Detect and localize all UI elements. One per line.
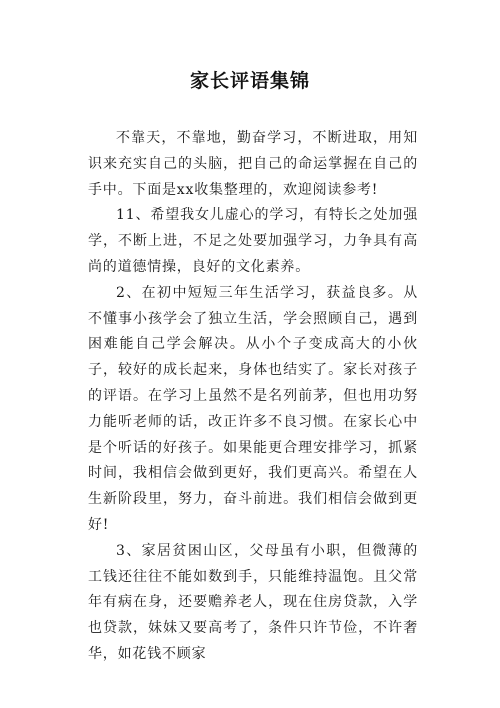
- paragraph-item-3: 3、家居贫困山区，父母虽有小职，但微薄的工钱还往往不能如数到手，只能维持温饱。且父常年有病在身，还要赡养老人，现在住房贷款，入学也贷款，妹妹又要高考了，条件只许节俭，不许奢华，如花钱不顾家: [88, 542, 418, 662]
- paragraph-item-2: 2、在初中短短三年生活学习，获益良多。从不懂事小孩学会了独立生活，学会照顾自己，遇到困难能自己学会解决。从小个子变成高大的小伙子，较好的成长起来，身体也结实了。家长对孩子的评语。在学习上虽然不是名列前茅，但也用功努力能听老师的话，改正许多不良习惯。在家长心中是个听话的好孩子。如果能更合理安排学习，抓紧时间，我相信会做到更好，我们更高兴。希望在人生新阶段里，努力，奋斗前进。我们相信会做到更好!: [88, 284, 418, 533]
- document-body: [88, 126, 418, 668]
- document-title: 家长评语集锦: [189, 70, 310, 92]
- paragraph-item-11: 11、希望我女儿虚心的学习，有特长之处加强学，不断上进，不足之处要加强学习，力争具有高尚的道德情操，良好的文化素养。: [88, 207, 418, 275]
- paragraph-intro: 不靠天，不靠地，勤奋学习，不断进取，用知识来充实自己的头脑，把自己的命运掌握在自己的手中。下面是xx收集整理的，欢迎阅读参考!: [88, 130, 418, 198]
